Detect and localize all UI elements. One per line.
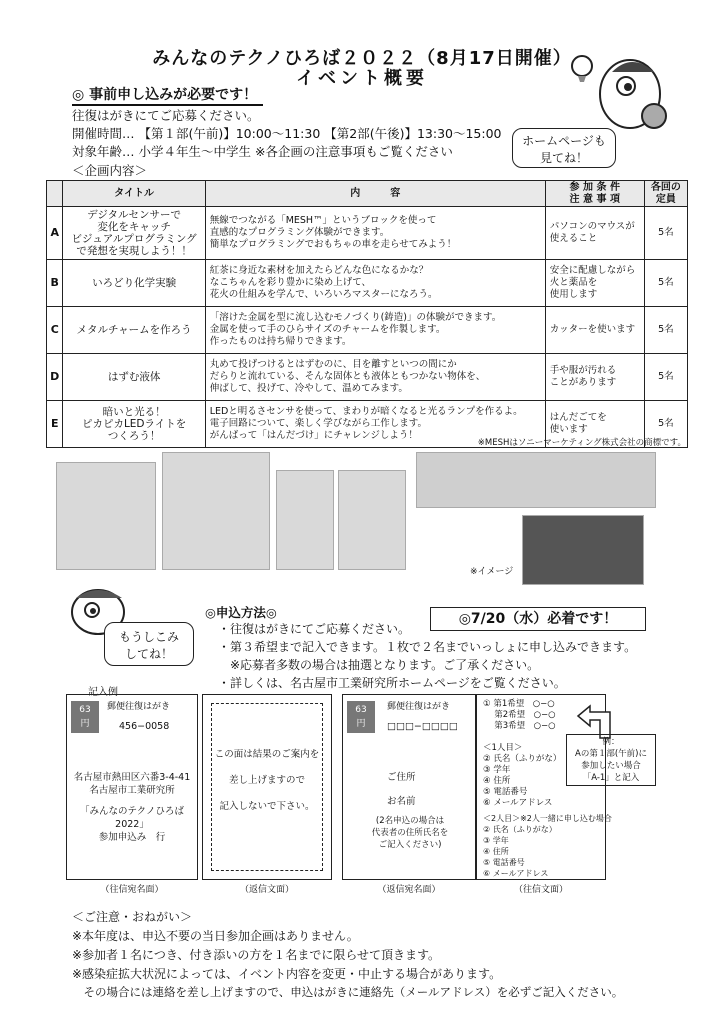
apply-heading: ◎申込方法◎ [205, 605, 277, 620]
example-label: 記入例 [88, 687, 118, 698]
person2-label: ＜2人目＞※2人一緒に申し込む場合 [483, 814, 612, 823]
name-label: お名前 [387, 796, 416, 807]
wish-item: 第2希望 ○−○ [483, 710, 556, 720]
header-conditions: 参 加 条 件 注 意 事 項 [545, 181, 644, 207]
person2-section [483, 813, 612, 879]
wish-list [483, 699, 556, 732]
example-callout: 例： Aの第１部(午前)に 参加したい場合 「A-1」と記入 [566, 734, 656, 786]
note-item: ※参加者１名につき、付き添いの方を１名までに限らせて頂きます。 [72, 948, 441, 962]
deadline-box: ◎7/20（水）必着です！ [430, 607, 646, 631]
person1-item: ③ 学年 [483, 765, 511, 775]
card-caption: （往信文面） [513, 885, 568, 895]
row-content: 「溶けた金属を型に流し込むモノづくり(鋳造)」の体験ができます。 金属を使って手のひらサイズのチャームを作製します。 作ったものは持ち帰りできます。 [205, 307, 545, 354]
person2-item: ③ 学年 [483, 836, 509, 845]
apply-method-text: 往復はがきにてご応募ください。 [72, 108, 260, 123]
page-subtitle: イベント概要 [296, 68, 428, 89]
row-content: 紅茶に身近な素材を加えたらどんな色になるかな？ なこちゃんを彩り豊かに染め上げて、 花火の仕組みを学んで、いろいろマスターになろう。 [205, 260, 545, 307]
row-id: A [47, 207, 63, 260]
liquid-photo-2 [338, 470, 406, 570]
apply-speech-bubble: もうしこみ してね！ [104, 622, 194, 666]
wish-item: 第3希望 ○−○ [483, 721, 556, 731]
address-label: ご住所 [387, 772, 416, 783]
card-caption: （返信文面） [239, 885, 294, 895]
person1-label: ＜1人目＞ [483, 743, 523, 753]
program-label: ＜企画内容＞ [72, 163, 148, 178]
table-header-row [47, 181, 688, 207]
row-title: 暗いと光る！ ピカピカLEDライトを つくろう！ [63, 401, 205, 448]
target-age-text: 対象年齢… 小学４年生～中学生 ※各企画の注意事項もご覧ください [72, 144, 453, 159]
wish-item: ① 第1希望 ○−○ [483, 699, 555, 709]
row-conditions: パソコンのマウスが 使えること [545, 207, 644, 260]
postmark-stamp: 63 円 [71, 701, 99, 733]
person1-item: ⑥ メールアドレス [483, 798, 553, 808]
program-table [46, 180, 688, 448]
row-capacity: 5名 [644, 401, 687, 448]
person2-item: ⑤ 電話番号 [483, 858, 525, 867]
row-id: C [47, 307, 63, 354]
reply-message-area: この面は結果のご案内を 差し上げますので 記入しないで下さい。 [211, 703, 323, 871]
notes-heading: ＜ご注意・おねがい＞ [72, 910, 193, 924]
robot-car-photo [56, 462, 156, 570]
homepage-speech-bubble: ホームページも 見てね！ [512, 128, 616, 168]
apply-instructions [218, 620, 636, 692]
event-time-text: 開催時間… 【第１部(午前)】10:00～11:30 【第2部(午後)】13:30～15:00 [72, 126, 502, 141]
apply-item: ・詳しくは、名古屋市工業研究所ホームページをご覧ください。 [218, 676, 566, 690]
person1-item: ⑤ 電話番号 [483, 787, 528, 797]
zip-code-placeholder: □□□−□□□□ [387, 721, 458, 732]
card-caption: （往信宛名面） [100, 885, 164, 895]
row-content: LEDと明るさセンサを使って、まわりが暗くなると光るランプを作るよ。 電子回路について、楽しく学びながら工作します。 がんばって「はんだづけ」にチャレンジしよう！ [205, 401, 545, 448]
mascot-image [562, 42, 674, 134]
person1-item: ④ 住所 [483, 776, 511, 786]
apply-item: ・第３希望まで記入できます。１枚で２名までいっしょに申し込みできます。 [218, 640, 637, 654]
row-capacity: 5名 [644, 207, 687, 260]
apply-item: ・往復はがきにてご応募ください。 [218, 622, 411, 636]
row-title: はずむ液体 [63, 354, 205, 401]
note-item: ※本年度は、申込不要の当日参加企画はありません。 [72, 929, 359, 943]
card-header: 郵便往復はがき [387, 702, 451, 712]
image-note: ※イメージ [470, 567, 514, 577]
person1-item: ② 氏名（ふりがな） [483, 754, 562, 764]
row-conditions: 手や服が汚れる ことがあります [545, 354, 644, 401]
row-conditions: カッターを使います [545, 307, 644, 354]
person2-item: ④ 住所 [483, 847, 509, 856]
row-conditions: 安全に配慮しながら 火と薬品を 使用します [545, 260, 644, 307]
example-card-reply-address [342, 694, 476, 880]
row-title: いろどり化学実験 [63, 260, 205, 307]
example-card-reply-message [202, 694, 332, 880]
row-id: E [47, 401, 63, 448]
notice-heading: ◎ 事前申し込みが必要です！ [72, 84, 263, 106]
row-id: D [47, 354, 63, 401]
row-capacity: 5名 [644, 260, 687, 307]
table-row [47, 307, 688, 354]
person2-item: ② 氏名（ふりがな） [483, 825, 557, 834]
apply-item: ※応募者多数の場合は抽選となります。ご了承ください。 [218, 658, 540, 672]
recipient-address: 名古屋市熱田区六番3-4-41 名古屋市工業研究所 [73, 772, 191, 796]
chemistry-photo [162, 452, 270, 570]
row-capacity: 5名 [644, 354, 687, 401]
person2-item: ⑥ メールアドレス [483, 869, 549, 878]
header-capacity: 各回の 定員 [644, 181, 687, 207]
note-item: その場合には連絡を差し上げますので、申込はがきに連絡先（メールアドレス）を必ずご記入ください。 [72, 985, 624, 999]
row-conditions: はんだごてを 使います [545, 401, 644, 448]
row-title: メタルチャームを作ろう [63, 307, 205, 354]
row-title: デジタルセンサーで 変化をキャッチ ビジュアルプログラミング で発想を実現しよう！！ [63, 207, 205, 260]
header-index [47, 181, 63, 207]
note-item: ※感染症拡大状況によっては、イベント内容を変更・中止する場合があります。 [72, 967, 502, 981]
trademark-note: ※MESHはソニーマーケティング株式会社の商標です。 [477, 438, 686, 448]
card-header: 郵便往復はがき [107, 702, 171, 712]
metal-charm-photo [416, 452, 656, 508]
table-row [47, 207, 688, 260]
two-person-note: (2名申込の場合は 代表者の住所氏名を ご記入ください) [371, 816, 449, 850]
header-title: タイトル [63, 181, 205, 207]
page-title: みんなのテクノひろば２０２２（8月17日開催） [152, 48, 572, 69]
row-content: 丸めて投げつけるとはずむのに、目を離すといつの間にか だらりと流れている、そんな固体とも液体ともつかない物体を、 伸ばして、投げて、冷やして、温めてみます。 [205, 354, 545, 401]
row-content: 無線でつながる「MESH™」というブロックを使って 直感的なプログラミング体験ができます。 簡単なプログラミングでおもちゃの車を走らせてみよう！ [205, 207, 545, 260]
header-content: 内 容 [205, 181, 545, 207]
led-light-photo [522, 515, 644, 585]
row-id: B [47, 260, 63, 307]
postmark-stamp: 63 円 [347, 701, 375, 733]
example-card-outgoing-address [66, 694, 198, 880]
liquid-photo-1 [276, 470, 334, 570]
table-row [47, 260, 688, 307]
recipient-event: 「みんなのテクノひろば 2022」 参加申込み 行 [80, 806, 184, 843]
card-caption: （返信宛名面） [377, 885, 441, 895]
table-row [47, 354, 688, 401]
person1-section [483, 743, 561, 809]
row-capacity: 5名 [644, 307, 687, 354]
zip-code: 456−0058 [119, 721, 170, 732]
